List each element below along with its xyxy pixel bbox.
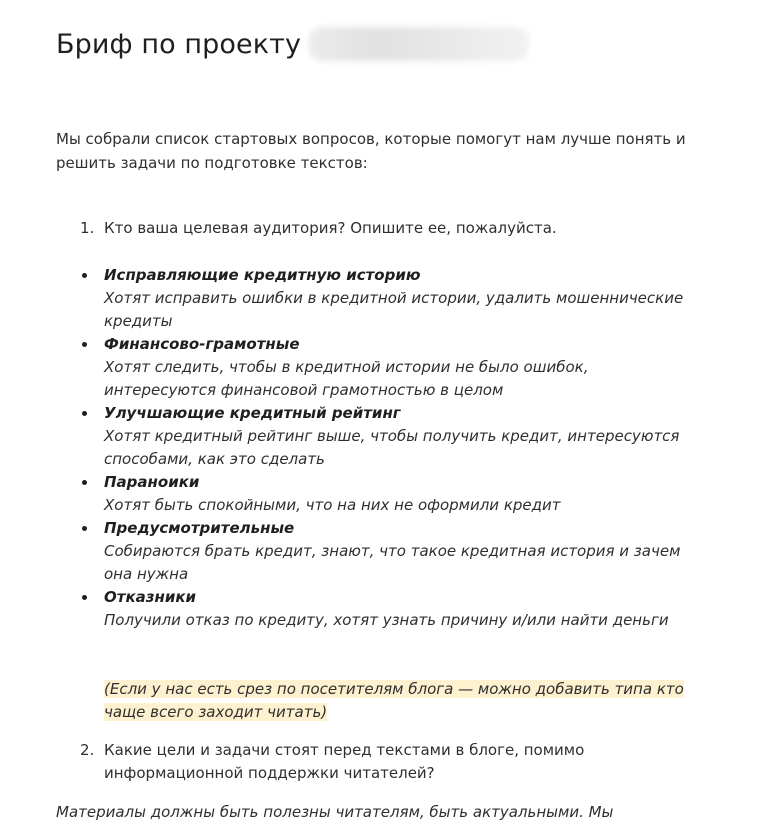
- bullet-icon: [82, 342, 87, 347]
- question-number: 2.: [80, 741, 95, 759]
- audience-name: Параноики: [104, 473, 200, 491]
- list-item: [80, 402, 700, 471]
- question-2: [80, 739, 690, 785]
- audience-description: Хотят кредитный рейтинг выше, чтобы получить кредит, интересуются способами, как это сделать: [104, 427, 680, 468]
- bullet-icon: [82, 595, 87, 600]
- list-item: [80, 586, 700, 632]
- bullet-icon: [82, 526, 87, 531]
- question-number: 1.: [80, 219, 95, 237]
- audience-name: Предусмотрительные: [104, 519, 295, 537]
- intro-paragraph: Мы собрали список стартовых вопросов, которые помогут нам лучше понять и решить задачи по подготовке текстов:: [56, 130, 686, 172]
- highlighted-note: [104, 678, 684, 724]
- audience-description: Собираются брать кредит, знают, что такое кредитная история и зачем она нужна: [104, 542, 681, 583]
- list-item: [80, 333, 700, 402]
- bullet-icon: [82, 411, 87, 416]
- audience-name: Улучшающие кредитный рейтинг: [104, 404, 401, 422]
- audience-description: Получили отказ по кредиту, хотят узнать причину и/или найти деньги: [104, 611, 669, 629]
- title-row: [56, 22, 529, 66]
- audience-name: Исправляющие кредитную историю: [104, 266, 421, 284]
- redacted-project-name: [309, 27, 529, 61]
- answer-paragraph: Материалы должны быть полезны читателям, быть актуальными. Мы: [56, 803, 614, 821]
- question-text: Кто ваша целевая аудитория? Опишите ее, пожалуйста.: [104, 219, 557, 237]
- bullet-icon: [82, 273, 87, 278]
- question-text: Какие цели и задачи стоят перед текстами в блоге, помимо информационной поддержки читателей?: [104, 741, 585, 782]
- page-title: Бриф по проекту: [56, 28, 302, 60]
- list-item: [80, 471, 700, 517]
- question-1: [80, 217, 557, 239]
- audience-description: Хотят исправить ошибки в кредитной истории, удалить мошеннические кредиты: [104, 289, 684, 330]
- list-item: [80, 517, 700, 586]
- audience-name: Отказники: [104, 588, 197, 606]
- audience-description: Хотят следить, чтобы в кредитной истории не было ошибок, интересуются финансовой грамотностью в целом: [104, 358, 589, 399]
- audience-list: [80, 264, 700, 632]
- audience-description: Хотят быть спокойными, что на них не оформили кредит: [104, 496, 561, 514]
- list-item: [80, 264, 700, 333]
- note-text: (Если у нас есть срез по посетителям блога — можно добавить типа кто чаще всего заходит читать): [104, 680, 684, 721]
- audience-name: Финансово-грамотные: [104, 335, 300, 353]
- bullet-icon: [82, 480, 87, 485]
